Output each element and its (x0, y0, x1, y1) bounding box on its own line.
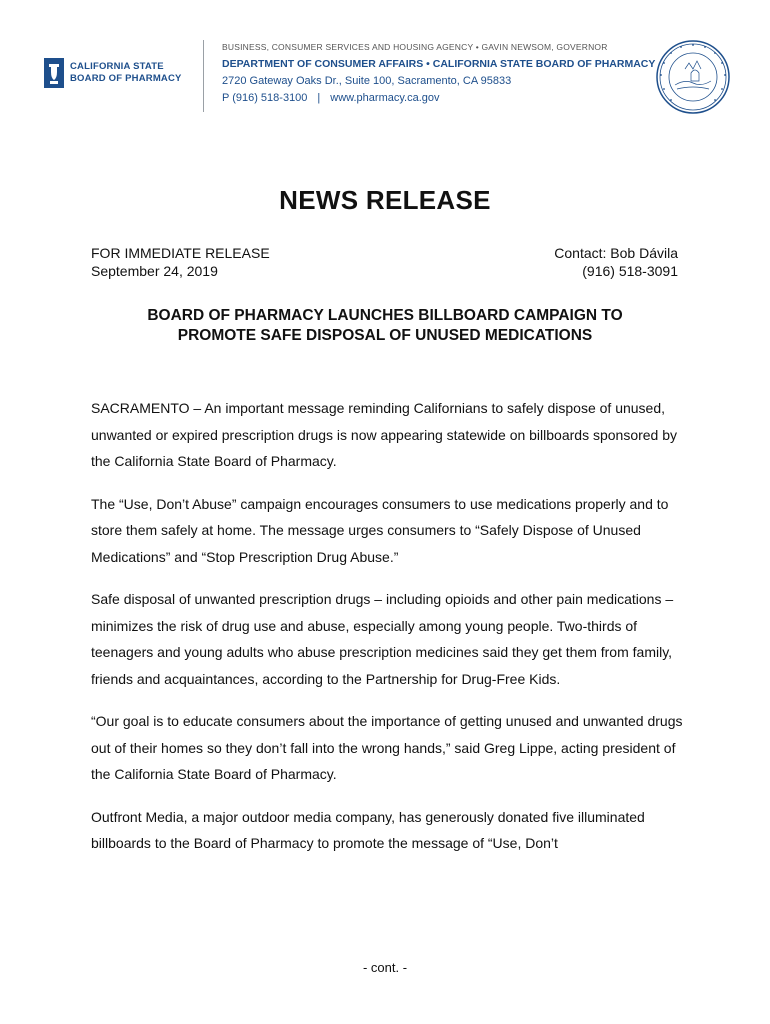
headline-line-1: BOARD OF PHARMACY LAUNCHES BILLBOARD CAMPAIGN TO (147, 307, 623, 324)
agency-line: BUSINESS, CONSUMER SERVICES AND HOUSING AGENCY • GAVIN NEWSOM, GOVERNOR (222, 42, 608, 52)
contact-separator: | (317, 92, 321, 104)
contact-info (554, 244, 678, 280)
paragraph: Outfront Media, a major outdoor media company, has generously donated five illuminated billboards to the Board of Pharmacy to promote the message of “Use, Don’t (91, 808, 645, 851)
letterhead (0, 0, 770, 130)
paragraph: The “Use, Don’t Abuse” campaign encourages consumers to use medications properly and to store them safely at home. The message urges consumers to “Safely Dispose of Unused Medications” and “Stop Prescription Drug Abuse.” (91, 495, 669, 565)
main-phone: P (916) 518-3100 (222, 92, 308, 104)
release-info (91, 244, 270, 280)
paragraph: “Our goal is to educate consumers about the importance of getting unused and unwanted drugs out of their homes so they don’t fall into the wrong hands,” said Greg Lippe, acting president of the California State Board of Pharmacy. (91, 713, 683, 782)
release-type: FOR IMMEDIATE RELEASE (91, 245, 270, 261)
paragraph: Safe disposal of unwanted prescription drugs – including opioids and other pain medications – minimizes the risk of drug use and abuse, especially among young people. Two-thirds of teenagers and young adults who abuse prescription medicines said they get them from family, friends and acquaintances, according to the Partnership for Drug-Free Kids. (91, 591, 674, 687)
headline (80, 306, 690, 346)
contact-line (222, 92, 440, 104)
contact-name: Contact: Bob Dávila (554, 245, 678, 261)
logo-line-1: CALIFORNIA STATE (70, 61, 164, 72)
department-line: DEPARTMENT OF CONSUMER AFFAIRS • CALIFORNIA STATE BOARD OF PHARMACY (222, 58, 656, 70)
board-logo (44, 58, 182, 88)
release-date: September 24, 2019 (91, 263, 218, 279)
paragraph: SACRAMENTO – An important message reminding Californians to safely dispose of unused, unwanted or expired prescription drugs is now appearing statewide on billboards sponsored by the California State Board of Pharmacy. (91, 400, 678, 469)
website-link[interactable]: www.pharmacy.ca.gov (330, 92, 440, 104)
state-seal-icon (655, 39, 731, 115)
logo-text (70, 61, 182, 85)
continued-marker: - cont. - (362, 960, 408, 975)
article-body (91, 395, 691, 873)
mortar-pestle-icon (44, 58, 64, 88)
contact-phone: (916) 518-3091 (582, 263, 678, 279)
page-title: NEWS RELEASE (279, 185, 491, 215)
header-divider (203, 40, 204, 112)
headline-line-2: PROMOTE SAFE DISPOSAL OF UNUSED MEDICATIONS (177, 327, 593, 344)
address-line: 2720 Gateway Oaks Dr., Suite 100, Sacramento, CA 95833 (222, 75, 512, 87)
logo-line-2: BOARD OF PHARMACY (70, 73, 182, 84)
